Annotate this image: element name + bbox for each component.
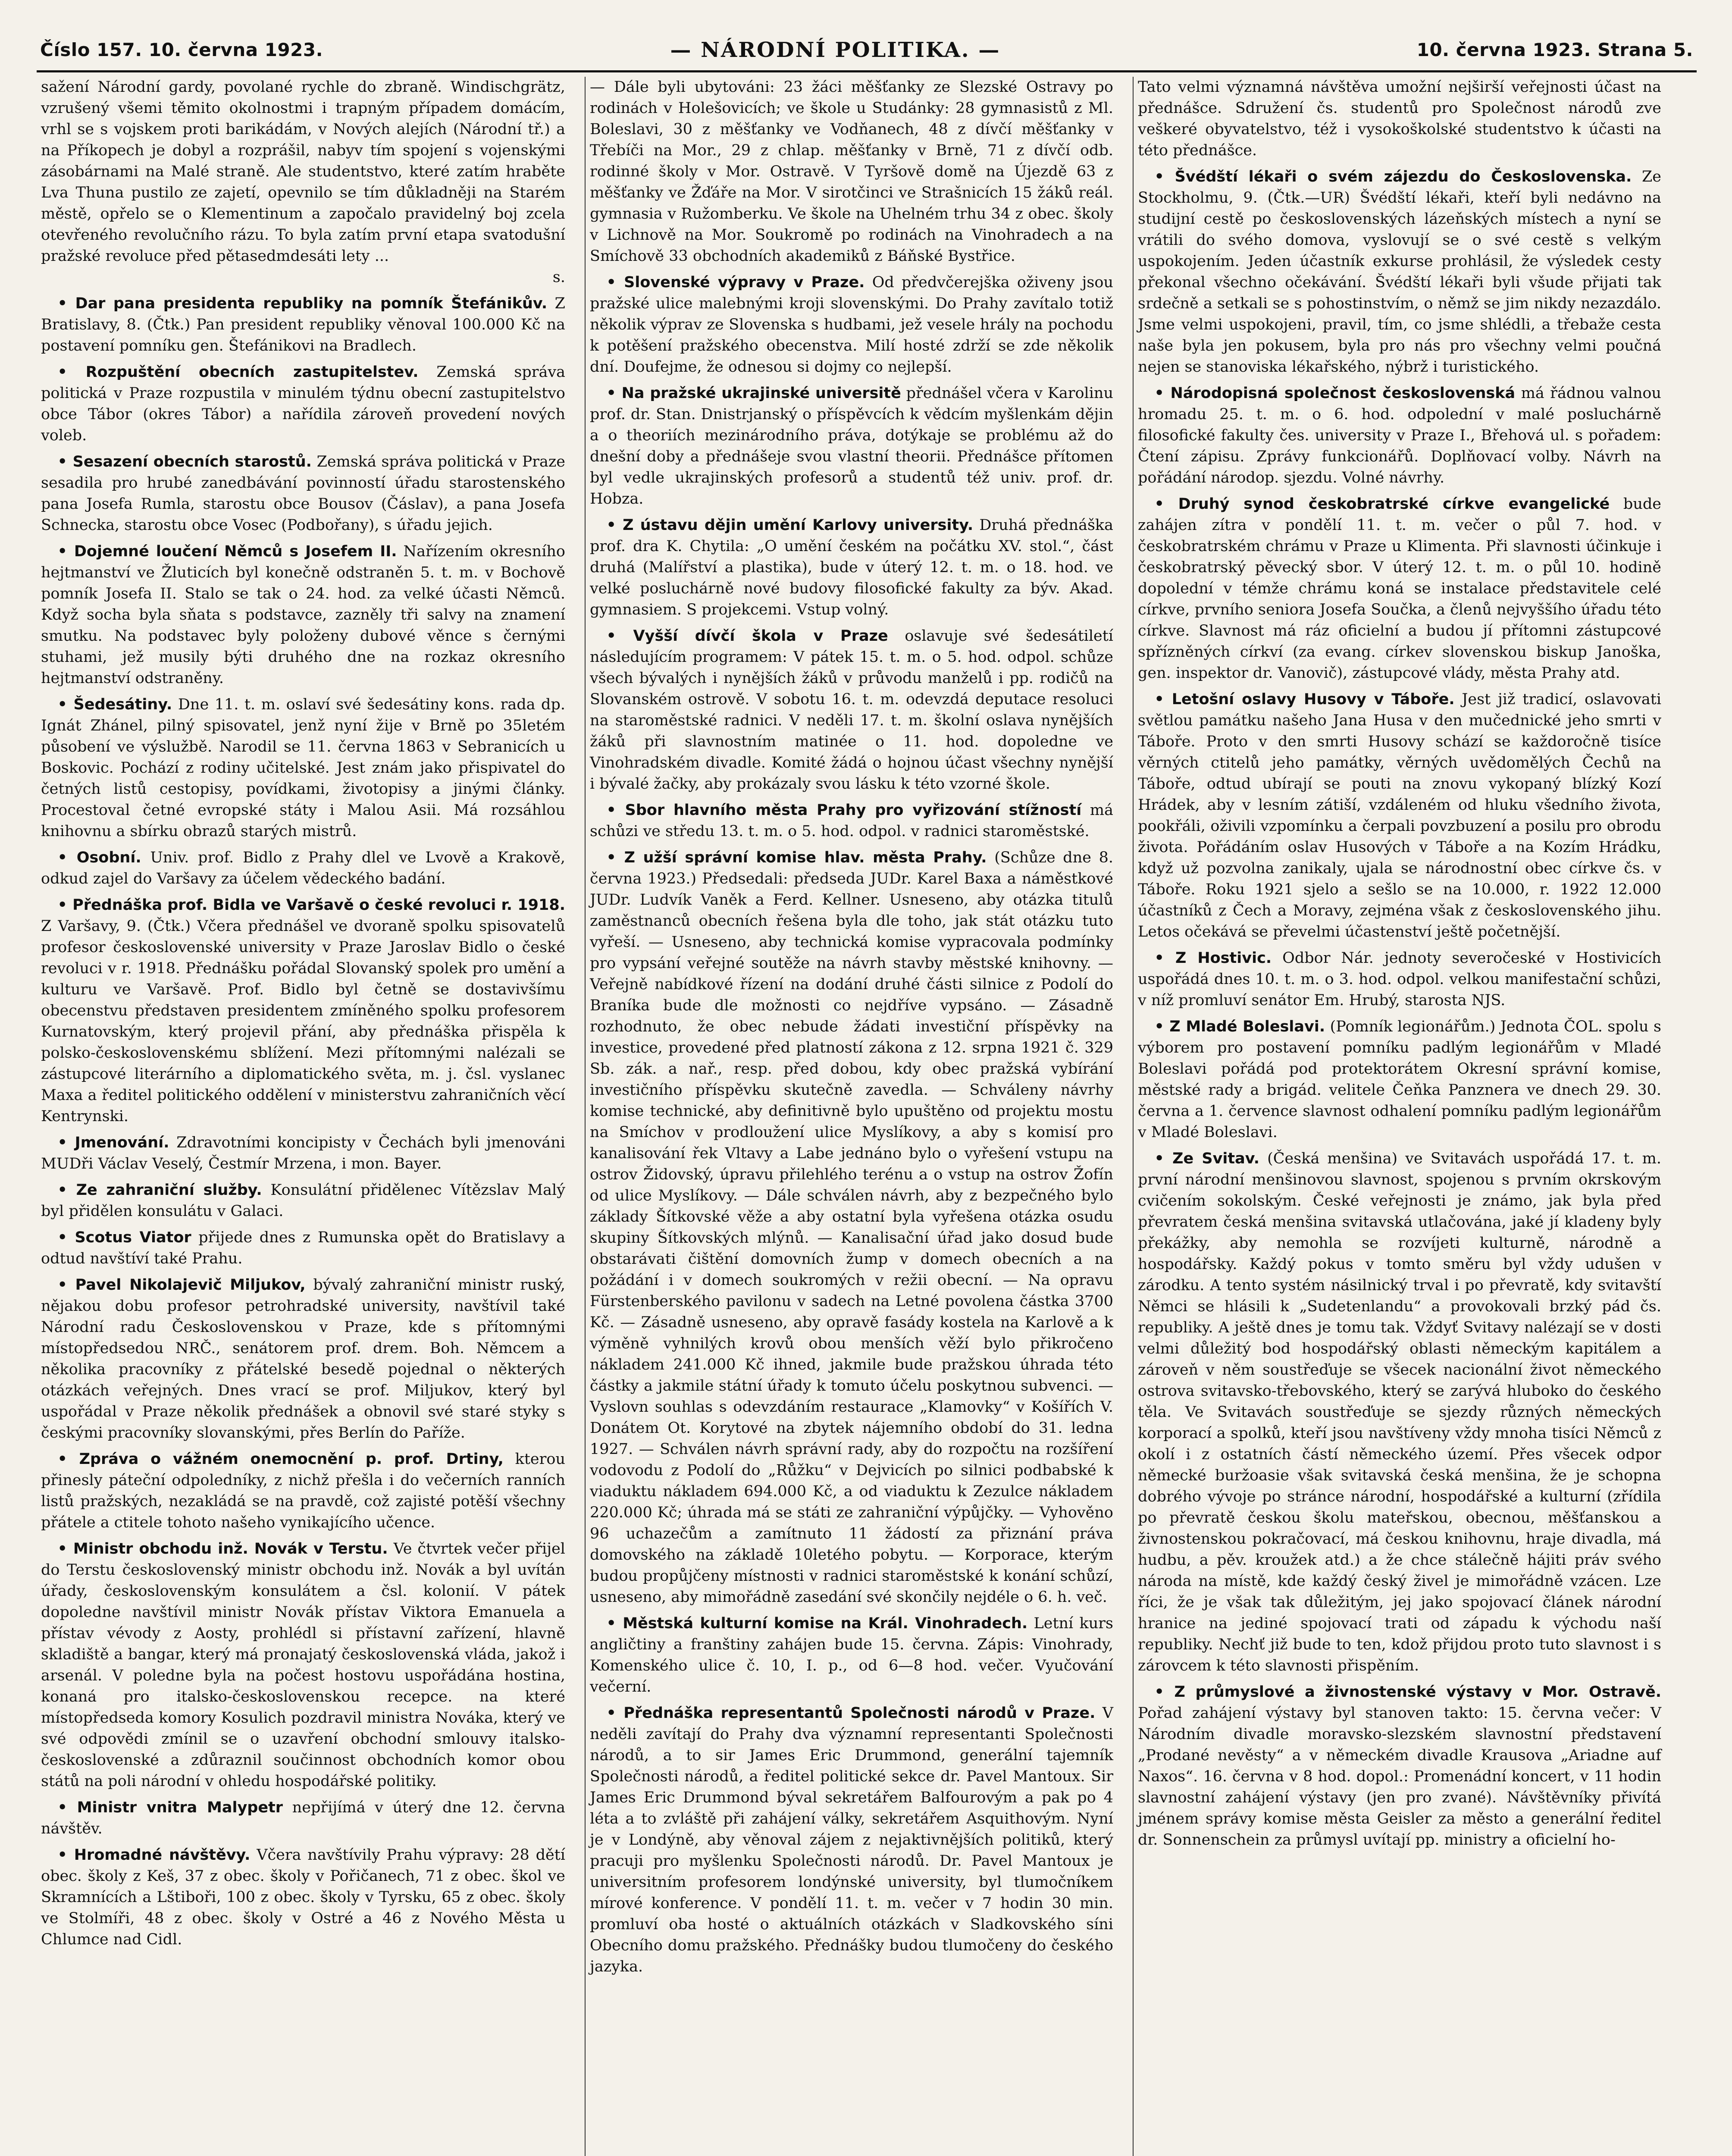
article xyxy=(590,1703,1113,1977)
article-headline: • Přednáška prof. Bidla ve Varšavě o české revoluci r. 1918. xyxy=(58,896,566,914)
article-text: Zemská správa politická v Praze sesadila pro hrubé zanedbávání povinností úřadu starostenského pana Josefa Rumla, starostu obce Bousov (Čáslav), a pana Josefa Schnecka, starostu obce Vosec (Podbořany), s úřadu jejich. xyxy=(41,453,565,534)
article-text: Zdravotními koncipisty v Čechách byli jmenováni MUDři Václav Veselý, Čestmír Mrzena, i mon. Bayer. xyxy=(41,1134,565,1172)
article-text: Letní kurs angličtiny a franštiny zahájen bude 15. června. Zápis: Vinohrady, Komenského ulice č. 10, I. p., od 6—8 hod. večer. Vyučování večerní. xyxy=(590,1615,1113,1695)
article-text: — Dále byli ubytováni: 23 žáci měšťanky ze Slezské Ostravy po rodinách v Holešovicích; ve škole u Studánky: 28 gymnasistů z Ml. Boleslavi, 30 z měšťanky ve Vodňanech, 48 z dívčí měšťanky v Třebíči na Mor., 29 z chlap. měšťanky v Brně, 71 z dívčí odb. rodinné školy v Mor. Ostravě. V Tyršově domě na Újezdě 63 z měšťanky ve Žďáře na Mor. V sirotčinci ve Strašnicích 15 žáků reál. gymnasia v Ružomberku. Ve škole na Uhelném trhu 34 z obec. školy v Lichnově na Mor. Soukromě po rodinách na Vinohradech a na Smíchově 33 obchodních akademiků z Báňské Bystřice. xyxy=(590,78,1113,265)
article-text: sažení Národní gardy, povolané rychle do zbraně. Windischgrätz, vzrušený všemi těmito okolnostmi i trapným případem domácím, vrhl se s vojskem proti barikádám, v Nových alejích (Národní tř.) a na Příkopech je dobyl a rozprášil, nabyv tím spojení s vojenskými zásobárnami na Malé straně. Ale studentstvo, které zatím hraběte Lva Thuna pustilo ze zajetí, opevnilo se tím důkladněji na Starém městě, opřelo se o Klementinum a započalo pravidelný boj zcela otevřeného revolučního rázu. To byla zatím první etapa svatodušní pražské revoluce před pětasedmdesáti lety ... xyxy=(41,78,565,265)
article-text: Z Varšavy, 9. (Čtk.) Včera přednášel ve dvoraně spolku spisovatelů profesor československé university v Praze Jaroslav Bidlo o české revoluci v r. 1918. Přednášku pořádal Slovanský spolek pro umění a kulturu ve Varšavě. Prof. Bidlo byl četně se dostavivšímu obecenstvu představen presidentem zmíněného spolku profesorem Kurnatovským, který projevil přání, aby přednáška přispěla k polsko-československému sblížení. Mezi přítomnými nalézali se zástupcové literárního a diplomatického světa, m. j. čsl. vyslanec Maxa a ředitel politického oddělení v ministerstvu zahraničních věcí Kentrynski. xyxy=(41,918,565,1125)
article-headline: • Městská kulturní komise na Král. Vinohradech. xyxy=(607,1615,1028,1632)
article xyxy=(41,77,565,288)
article-headline: • Na pražské ukrajinské universitě xyxy=(607,385,901,402)
article xyxy=(41,362,565,446)
article-headline: • Z průmyslové a živnostenské výstavy v Mor. Ostravě. xyxy=(1155,1683,1662,1701)
article-text: Nařízením okresního hejtmanství ve Žluticích byl konečně odstraněn 5. t. m. v Bochově pomník Josefa II. Stalo se tak o 24. hod. za velké účasti Němců. Když socha byla sňata s podstavce, zazněly tři salvy na znamení smutku. Na podstavec byly položeny dubové věnce s černými stuhami, jež musily býti druhého dne na rozkaz okresního hejtmanství odstraněny. xyxy=(41,543,565,687)
article-text: Druhá přednáška prof. dra K. Chytila: „O umění českém na počátku XV. stol.“, část druhá (Malířství a plastika), bude v úterý 12. t. m. o 18. hod. ve velké posluchárně nové budovy filosofické fakulty za býv. Akad. gymnasiem. S projekcemi. Vstup volný. xyxy=(590,517,1113,618)
article xyxy=(41,293,565,357)
article-text: má schůzi ve středu 13. t. m. o 5. hod. odpol. v radnici staroměstské. xyxy=(590,802,1113,840)
article-headline: • Druhý synod českobratrské církve evangelické xyxy=(1155,495,1610,513)
article-headline: • Sesazení obecních starostů. xyxy=(58,453,312,470)
column-1 xyxy=(37,77,570,2156)
article-text: Ve čtvrtek večer přijel do Terstu československý ministr obchodu inž. Novák a byl uvítán úřady, československým konsulátem a čsl. kolonií. V pátek dopoledne navštívil ministr Novák přístav Viktora Emanuela a přístav vévody z Aosty, prohlédl si přístavní zařízení, hlavně skladiště a bangar, který má pronajatý československá vláda, jakož i arsenál. V poledne byla na počest hostovu uspořádána hostina, konaná pro italsko-československou recepce. na které místopředseda komory Kosulich pozdravil ministra Nováka, který ve své odpovědi zmínil se o uzavření obchodní smlouvy italsko-československé a zdůraznil součinnost obchodních komor obou států na poli národní v ohledu hospodářské politiky. xyxy=(41,1540,565,1790)
article xyxy=(41,541,565,689)
article xyxy=(590,272,1113,378)
article-headline: • Sbor hlavního města Prahy pro vyřizování stížností xyxy=(607,802,1082,819)
article xyxy=(41,694,565,842)
article xyxy=(41,1539,565,1792)
article-text: nepřijímá v úterý dne 12. června návštěv. xyxy=(41,1799,565,1837)
article-text: Pořad zahájení výstavy byl stanoven takto: 15. června večer: V Národním divadle moravsko-slezském slavnostní představení „Prodané nevěsty“ a v německém divadle Krausova „Ariadne auf Naxos“. 16. června v 8 hod. dopol.: Promenádní koncert, v 11 hodin slavnostní zahájení výstavy (jen pro zvané). Návštěvníky přivítá jménem správy komise města Geisler za město a generální ředitel dr. Sonnenschein za průmysl uvítají pp. ministry a oficielní ho- xyxy=(1138,1705,1661,1849)
issue-date-right: 10. června 1923. Strana 5. xyxy=(1416,39,1693,60)
article xyxy=(41,1227,565,1269)
column-3 xyxy=(1133,77,1666,2156)
article-text: přijede dnes z Rumunska opět do Bratislavy a odtud navštíví také Prahu. xyxy=(41,1229,565,1267)
issue-date-left: Číslo 157. 10. června 1923. xyxy=(40,39,323,60)
article-headline: • Národopisná společnost československá xyxy=(1155,385,1516,402)
article-headline: • Ministr vnitra Malypetr xyxy=(58,1799,283,1816)
article-text: Odbor Nár. jednoty severočeské v Hostivicích uspořádá dnes 10. t. m. o 3. hod. odpol. velkou manifestační schůzi, v níž promluví senátor Em. Hrubý, starosta NJS. xyxy=(1138,950,1661,1009)
article-text: Zemská správa politická v Praze rozpustila v minulém týdnu obecní zastupitelstvo obce Tábor (okres Tábor) a nařídila zároveň provedení nových voleb. xyxy=(41,364,565,444)
article-headline: • Švédští lékaři o svém zájezdu do Československa. xyxy=(1155,168,1632,185)
article-text: Ze Stockholmu, 9. (Čtk.—UR) Švédští lékaři, kteří byli nedávno na studijní cestě po československých lázeňských místech a nyní se vrátili do svého domova, vyslovují se o své cestě s velkým uspokojením. Jeden účastník exkurse prohlásil, že výsledek cesty překonal všechno očekávání. Švédští lékaři byli všude přijati tak srdečně a setkali se s pohostinstvím, o němž se jim nikdy nezazdálo. Jsme velmi uspokojeni, pravil, tím, co jsme shlédli, a třebaže cesta naše byla jen pokusem, byla pro nás pro všechny velmi poučná nejen se stanoviska lékařského, nýbrž i turistického. xyxy=(1138,168,1661,376)
article xyxy=(1138,77,1661,161)
article xyxy=(1138,1682,1661,1851)
article-headline: • Hromadné návštěvy. xyxy=(58,1846,251,1864)
article xyxy=(590,800,1113,842)
article xyxy=(41,1132,565,1175)
article-text: bude zahájen zítra v pondělí 11. t. m. večer o půl 7. hod. v českobratrském chrámu v Praze u Klimenta. Při slavnosti účinkuje i českobratrský pěvecký sbor. V úterý 12. t. m. o půl 10. hodině dopolední v témže chrámu koná se instalace představitele celé církve, prvního seniora Josefa Součka, a členů nejvyššího úřadu této církve. Slavnost má ráz oficielní a budou jí přítomni zástupcové spřízněných církví (za evang. církev slovenskou biskup Janoška, gen. inspektor dr. Vanovič), zástupcové vlády, města Prahy atd. xyxy=(1138,495,1661,682)
article xyxy=(590,515,1113,620)
masthead: — NÁRODNÍ POLITIKA. — xyxy=(670,38,1001,62)
article-headline: • Ze Svitav. xyxy=(1155,1150,1260,1167)
article-headline: • Ministr obchodu inž. Novák v Terstu. xyxy=(58,1540,388,1557)
article-headline: • Z Mladé Boleslavi. xyxy=(1155,1018,1325,1035)
article-headline: • Šedesátiny. xyxy=(58,696,172,713)
article xyxy=(1138,383,1661,489)
article-columns xyxy=(37,77,1697,2156)
article xyxy=(41,1180,565,1222)
article xyxy=(41,847,565,890)
article-text: Jest již tradicí, oslavovati světlou památku našeho Jana Husa v den mučednické jeho smrti v Táboře. Proto v den smrti Husovy schází se každoročně tisíce věrných ctitelů jeho památky, věrných uvědomělých Čechů na Táboře, odtud ubírají se pouti na znovu vykopaný blízký Kozí Hrádek, aby v lesním zátiší, vzdáleném od hluku všedního života, pookřáli, oživili vzpomínku a čerpali povzbuzení a posilu pro obrodu života. Pořádáním oslav Husových v Táboře a na Kozím Hrádku, když už pozvolna zanikaly, ujala se národnostní obec církve čs. v Táboře. Roku 1921 sjelo a sešlo se na 10.000, r. 1922 12.000 účastníků z Čech a Moravy, zejména však z československého jihu. Letos očekává se převelmi účastenství ještě početnější. xyxy=(1138,691,1661,940)
article-text: přednášel včera v Karolinu prof. dr. Stan. Dnistrjanský o příspěvcích k vědcím myšlenkám dějin a o theoriích mezinárodního práva, dotýkaje se problému až do dnešní doby a přednášeje svou vlastní theorii. Přednášce přítomen byl vedle ukrajinských profesorů a studentů též univ. prof. dr. Hobza. xyxy=(590,385,1113,508)
article-headline: • Z užší správní komise hlav. města Prahy. xyxy=(607,849,987,866)
article-headline: • Jmenování. xyxy=(58,1134,169,1151)
article-text: Tato velmi významná návštěva umožní nejširší veřejnosti účast na přednášce. Sdružení čs. studentů pro Společnost národů zve veškeré obyvatelstvo, též i vysokoškolské studentstvo k účasti na této přednášce. xyxy=(1138,78,1661,159)
article-text: Dne 11. t. m. oslaví své šedesátiny kons. rada dp. Ignát Zhánel, pilný spisovatel, jenž nyní žije v Brně po 35letém působení ve výslužbě. Narodil se 11. června 1863 v Sebranicích u Boskovic. Pochází z rodiny učitelské. Jest znám jako přispivatel do četných listů cestopisy, povídkami, životopisy a jinými články. Procestoval četné evropské státy i Malou Asii. Má rozsáhlou knihovnu a sbírku obrazů starých mistrů. xyxy=(41,696,565,840)
article-headline: • Scotus Viator xyxy=(58,1229,191,1246)
article-headline: • Dar pana presidenta republiky na pomník Štefánikův. xyxy=(58,295,548,312)
article-headline: • Pavel Nikolajevič Miljukov, xyxy=(58,1276,306,1294)
article xyxy=(41,1797,565,1839)
article-text: oslavuje své šedesátiletí následujícím programem: V pátek 15. t. m. o 5. hod. odpol. schůze všech bývalých i nynějších žáků v průvodu manželů i pp. rodičů na Slovanském ostrově. V sobotu 16. t. m. odevzdá deputace resoluci na staroměstské radnici. V neděli 17. t. m. školní oslava nynějších žáků při slavnostním matinée o 11. hod. dopoledne ve Vinohradském divadle. Komité žádá o hojnou účast všechny nynější i bývalé žačky, aby prokázaly svou lásku k této vzorné škole. xyxy=(590,627,1113,793)
article xyxy=(1138,166,1661,378)
article-text: (Pomník legionářům.) Jednota ČOL. spolu s výborem pro postavení pomníku padlým legionářům v Mladé Boleslavi pořádá pod protektorátem Okresní správní komise, městské rady a brigád. velitele Čeňka Panznera ve dnech 29. 30. června a 1. července slavnost odhalení pomníku padlým legionářům v Mladé Boleslavi. xyxy=(1138,1018,1661,1141)
article-headline: • Z Hostivic. xyxy=(1155,950,1272,967)
article xyxy=(590,626,1113,795)
column-2 xyxy=(585,77,1118,2156)
article xyxy=(1138,689,1661,943)
article-text: Od předvčerejška oživeny jsou pražské ulice malebnými kroji slovenskými. Do Prahy zavítalo totiž několik výprav ze Slovenska s hudbami, jež vesele hrály na pochodu k potěšení pražského obecenstva. Milí hosté zdrží se zde několik dní. Doufejme, že odnesou si dojmy co nejlepší. xyxy=(590,274,1113,376)
article-headline: • Z ústavu dějin umění Karlovy university. xyxy=(607,517,974,534)
article-headline: • Letošní oslavy Husovy v Táboře. xyxy=(1155,691,1455,708)
article xyxy=(590,77,1113,267)
article-headline: • Zpráva o vážném onemocnění p. prof. Drtiny, xyxy=(58,1451,504,1468)
article-headline: • Přednáška representantů Společnosti národů v Praze. xyxy=(607,1705,1096,1722)
article-text: Univ. prof. Bidlo z Prahy dlel ve Lvově a Krakově, odkud zajel do Varšavy za účelem vědeckého badání. xyxy=(41,849,565,887)
newspaper-page xyxy=(37,34,1697,2156)
article-headline: • Ze zahraniční služby. xyxy=(58,1181,262,1199)
article-text: Konsulátní přidělenec Vítězslav Malý byl přidělen konsulátu v Galaci. xyxy=(41,1181,565,1220)
article xyxy=(41,1275,565,1444)
article xyxy=(1138,494,1661,684)
article xyxy=(590,847,1113,1608)
article xyxy=(41,451,565,536)
article-headline: • Slovenské výpravy v Praze. xyxy=(607,274,865,291)
article xyxy=(1138,1148,1661,1677)
article-text: Z Bratislavy, 8. (Čtk.) Pan president republiky věnoval 100.000 Kč na postavení pomníku gen. Štefánikovi na Bradlech. xyxy=(41,295,565,354)
article-text: (Česká menšina) ve Svitavách uspořádá 17. t. m. první národní menšinovou slavnost, spojenou s prvním okrskovým cvičením sokolským. České veřejnosti je známo, jak byla před převratem česká menšina svitavská utlačována, jaké jí kladeny byly překážky, aby nemohla se rozvíjeti kulturně, národně a hospodářsky. Každý pokus v tomto směru byl vždy udušen v zárodku. A tento systém násilnický trval i po převratě, kdy svitavští Němci se hlásili k „Sudetenlandu“ a provokovali brzký pád čs. republiky. A ještě dnes je tomu tak. Vždyť Svitavy nalézají se v dosti velmi důležitý bod hospodářský oblasti německým kapitálem a zároveň v něm soustřeďuje se všecek nacionální život německého ostrova svitavsko-třebovského, který se zarývá hluboko do českého těla. Ve Svitavách soustřeďuje se sjezdy různých německých korporací a spolků, kteří jsou navštíveny vždy mnoha tisíci Němců z okolí i z ostatních částí německého území. Přes všecek odpor německé buržoasie však svitavská česká menšina, že je schopna dobrého vývoje po stránce národní, hospodářské a kulturní (zřídila po převratě českou školu mateřskou, obecnou, měšťanskou a živnostenskou pokračovací, má českou knihovnu, hraje divadla, má hudbu, a pěv. kroužek atd.) a že chce stálečně hájiti práv svého národa na místě, kde každý český živel je mimořádně vzácen. Lze říci, že je však tak důležitým, jej jako spojovací článek národní hranice na jediné spojovací trati od západu k východu naší republiky. Nechť již bude to ten, kdož přijdou proto tuto slavnost i s zárovcem k této slavnosti přispěním. xyxy=(1138,1150,1661,1674)
article-signature: s. xyxy=(552,269,565,286)
article-text: (Schůze dne 8. června 1923.) Předsedali: předseda JUDr. Karel Baxa a náměstkové JUDr. Ludvík Vaněk a Ferd. Kellner. Usneseno, aby otázka titulů zaměstnanců obecních řešena byla dle toho, jak stát otázku tuto vyřeší. — Usneseno, aby technická komise vypracovala podmínky pro vypsání veřejné soutěže na návrh stavby městské knihovny. — Veřejně nabídkové řízení na dodání druhé části silnice z Podolí do Braníka bude dle možnosti co nejdříve vypsáno. — Zásadně rozhodnuto, že obec nebude žádati investiční příspěvky na investice, provedené před platností zákona z 12. srpna 1921 č. 329 Sb. zák. a nař., resp. před dobou, kdy obec pražská vybírání investičního příspěvku skutečně zavedla. — Schváleny návrhy komise technické, aby definitivně bylo upuštěno od projektu mostu na Smíchov v prodloužení ulice Myslíkovy, a aby s komisí pro kanalisování řek Vltavy a Labe jednáno bylo o vyřešení vstupu na ostrov Židovský, úpravu přilehlého terénu a o vstup na ostrov Žofín od ulice Myslíkovy. — Dále schválen návrh, aby z bezpečného bylo základy Šítkovské věže a aby ostatní byla vyřešena otázka osudu skupiny Šítkovských mlýnů. — Kanalisační úřad jako dosud bude obstarávati čištění domovních žump v domech obecních a na požádání i v domech soukromých v režii obecní. — Na opravu Fürstenberského pavilonu v sadech na Letné povolena částka 3700 Kč. — Zásadně usneseno, aby opravě fasády kostela na Karlově a k výměně vyhnilých krovů obou menších věží bylo přikročeno nákladem 241.000 Kč ihned, jakmile bude pražskou úhrada této částky a jakmile státní úřady k tomuto účelu poskytnou subvenci. — Vyslovn souhlas s odevzdáním restaurace „Klamovky“ v Košířích V. Donátem Ot. Korytové na zbytek nájemního období do 31. ledna 1927. — Schválen návrh správní rady, aby do rozpočtu na rozšíření vodovodu z Podolí do „Růžku“ v Dejvicích po silnici podbabské k viaduktu nákladem 694.000 Kč, a od viaduktu k Zezulce nákladem 220.000 Kč; úhrada má se státi ze zahraniční výpůjčky. — Vyhověno 96 uchazečům a zamítnuto 11 žádostí za přiznání práva domovského na základě 10letého pobytu. — Korporace, kterým budou propůjčeny místnosti v radnici staroměstské k konání schůzí, usneseno, aby mimořádně zasedání své skončily nejdéle o 6. h. več. xyxy=(590,849,1113,1606)
article-text: V neděli zavítají do Prahy dva významní representanti Společnosti národů, a to sir James Eric Drummond, generální tajemník Společnosti národů, a ředitel politické sekce dr. Pavel Mantoux. Sir James Eric Drummond býval sekretářem Balfourovým a pak po 4 léta a to zvláště při zahájení války, sekretářem Asquithovým. Nyní je v Londýně, aby věnoval zájem z nejaktivnějších politiků, který pracuji pro myšlenku Společnosti národů. Dr. Pavel Mantoux je universitním profesorem londýnské university, byl tlumočníkem mírové konference. V pondělí 11. t. m. večer v 7 hodin 30 min. promluví oba hosté o aktuálních otázkách v Sladkovského síni Obecního domu pražského. Přednášky budou tlumočeny do českého jazyka. xyxy=(590,1705,1113,1975)
article-headline: • Dojemné loučení Němců s Josefem II. xyxy=(58,543,397,560)
article-text: má řádnou valnou hromadu 25. t. m. o 6. hod. odpolední v malé posluchárně filosofické fakulty čes. university v Praze I., Břehová ul. s pořadem: Čtení zápisu. Zprávy funkcionářů. Doplňovací volby. Návrh na pořádání národop. sjezdu. Volné návrhy. xyxy=(1138,385,1661,486)
article-headline: • Vyšší dívčí škola v Praze xyxy=(607,627,888,645)
article xyxy=(1138,1016,1661,1143)
article xyxy=(41,895,565,1127)
article xyxy=(1138,948,1661,1011)
article-headline: • Osobní. xyxy=(58,849,141,866)
article-text: bývalý zahraniční ministr ruský, nějakou dobu profesor petrohradské university, navštívil také Národní radu Československou v Praze, kde s přítomnými místopředsedou NRČ., senátorem prof. drem. Boh. Němcem a několika pracovníky z přátelské besedě pojednal o některých otázkách veřejných. Dnes vrací se prof. Miljukov, který byl uspořádal v Praze několik přednášek a obnovil své staré styky s českými pracovníky slovanskými, přes Berlín do Paříže. xyxy=(41,1276,565,1442)
article xyxy=(41,1845,565,1950)
article xyxy=(41,1449,565,1533)
article-text: kterou přinesly páteční odpoledníky, z nichž přešla i do večerních ranních listů pražských, nezakládá se na pravdě, což zajisté potěší všechny přátele a ctitele tohoto našeho vynikajícího učence. xyxy=(41,1451,565,1531)
article-headline: • Rozpuštění obecních zastupitelstev. xyxy=(58,364,419,381)
article xyxy=(590,1613,1113,1698)
page-header xyxy=(37,34,1697,72)
article xyxy=(590,383,1113,510)
article-text: Včera navštívily Prahu výpravy: 28 dětí obec. školy z Keš, 37 z obec. školy v Pořičanech, 71 z obec. škol ve Skramnících a Lštiboři, 100 z obec. školy v Tyrsku, 65 z obec. školy ve Stolmíři, 48 z obec. školy v Ostré a 46 z Nového Města u Chlumce nad Cidl. xyxy=(41,1846,565,1948)
